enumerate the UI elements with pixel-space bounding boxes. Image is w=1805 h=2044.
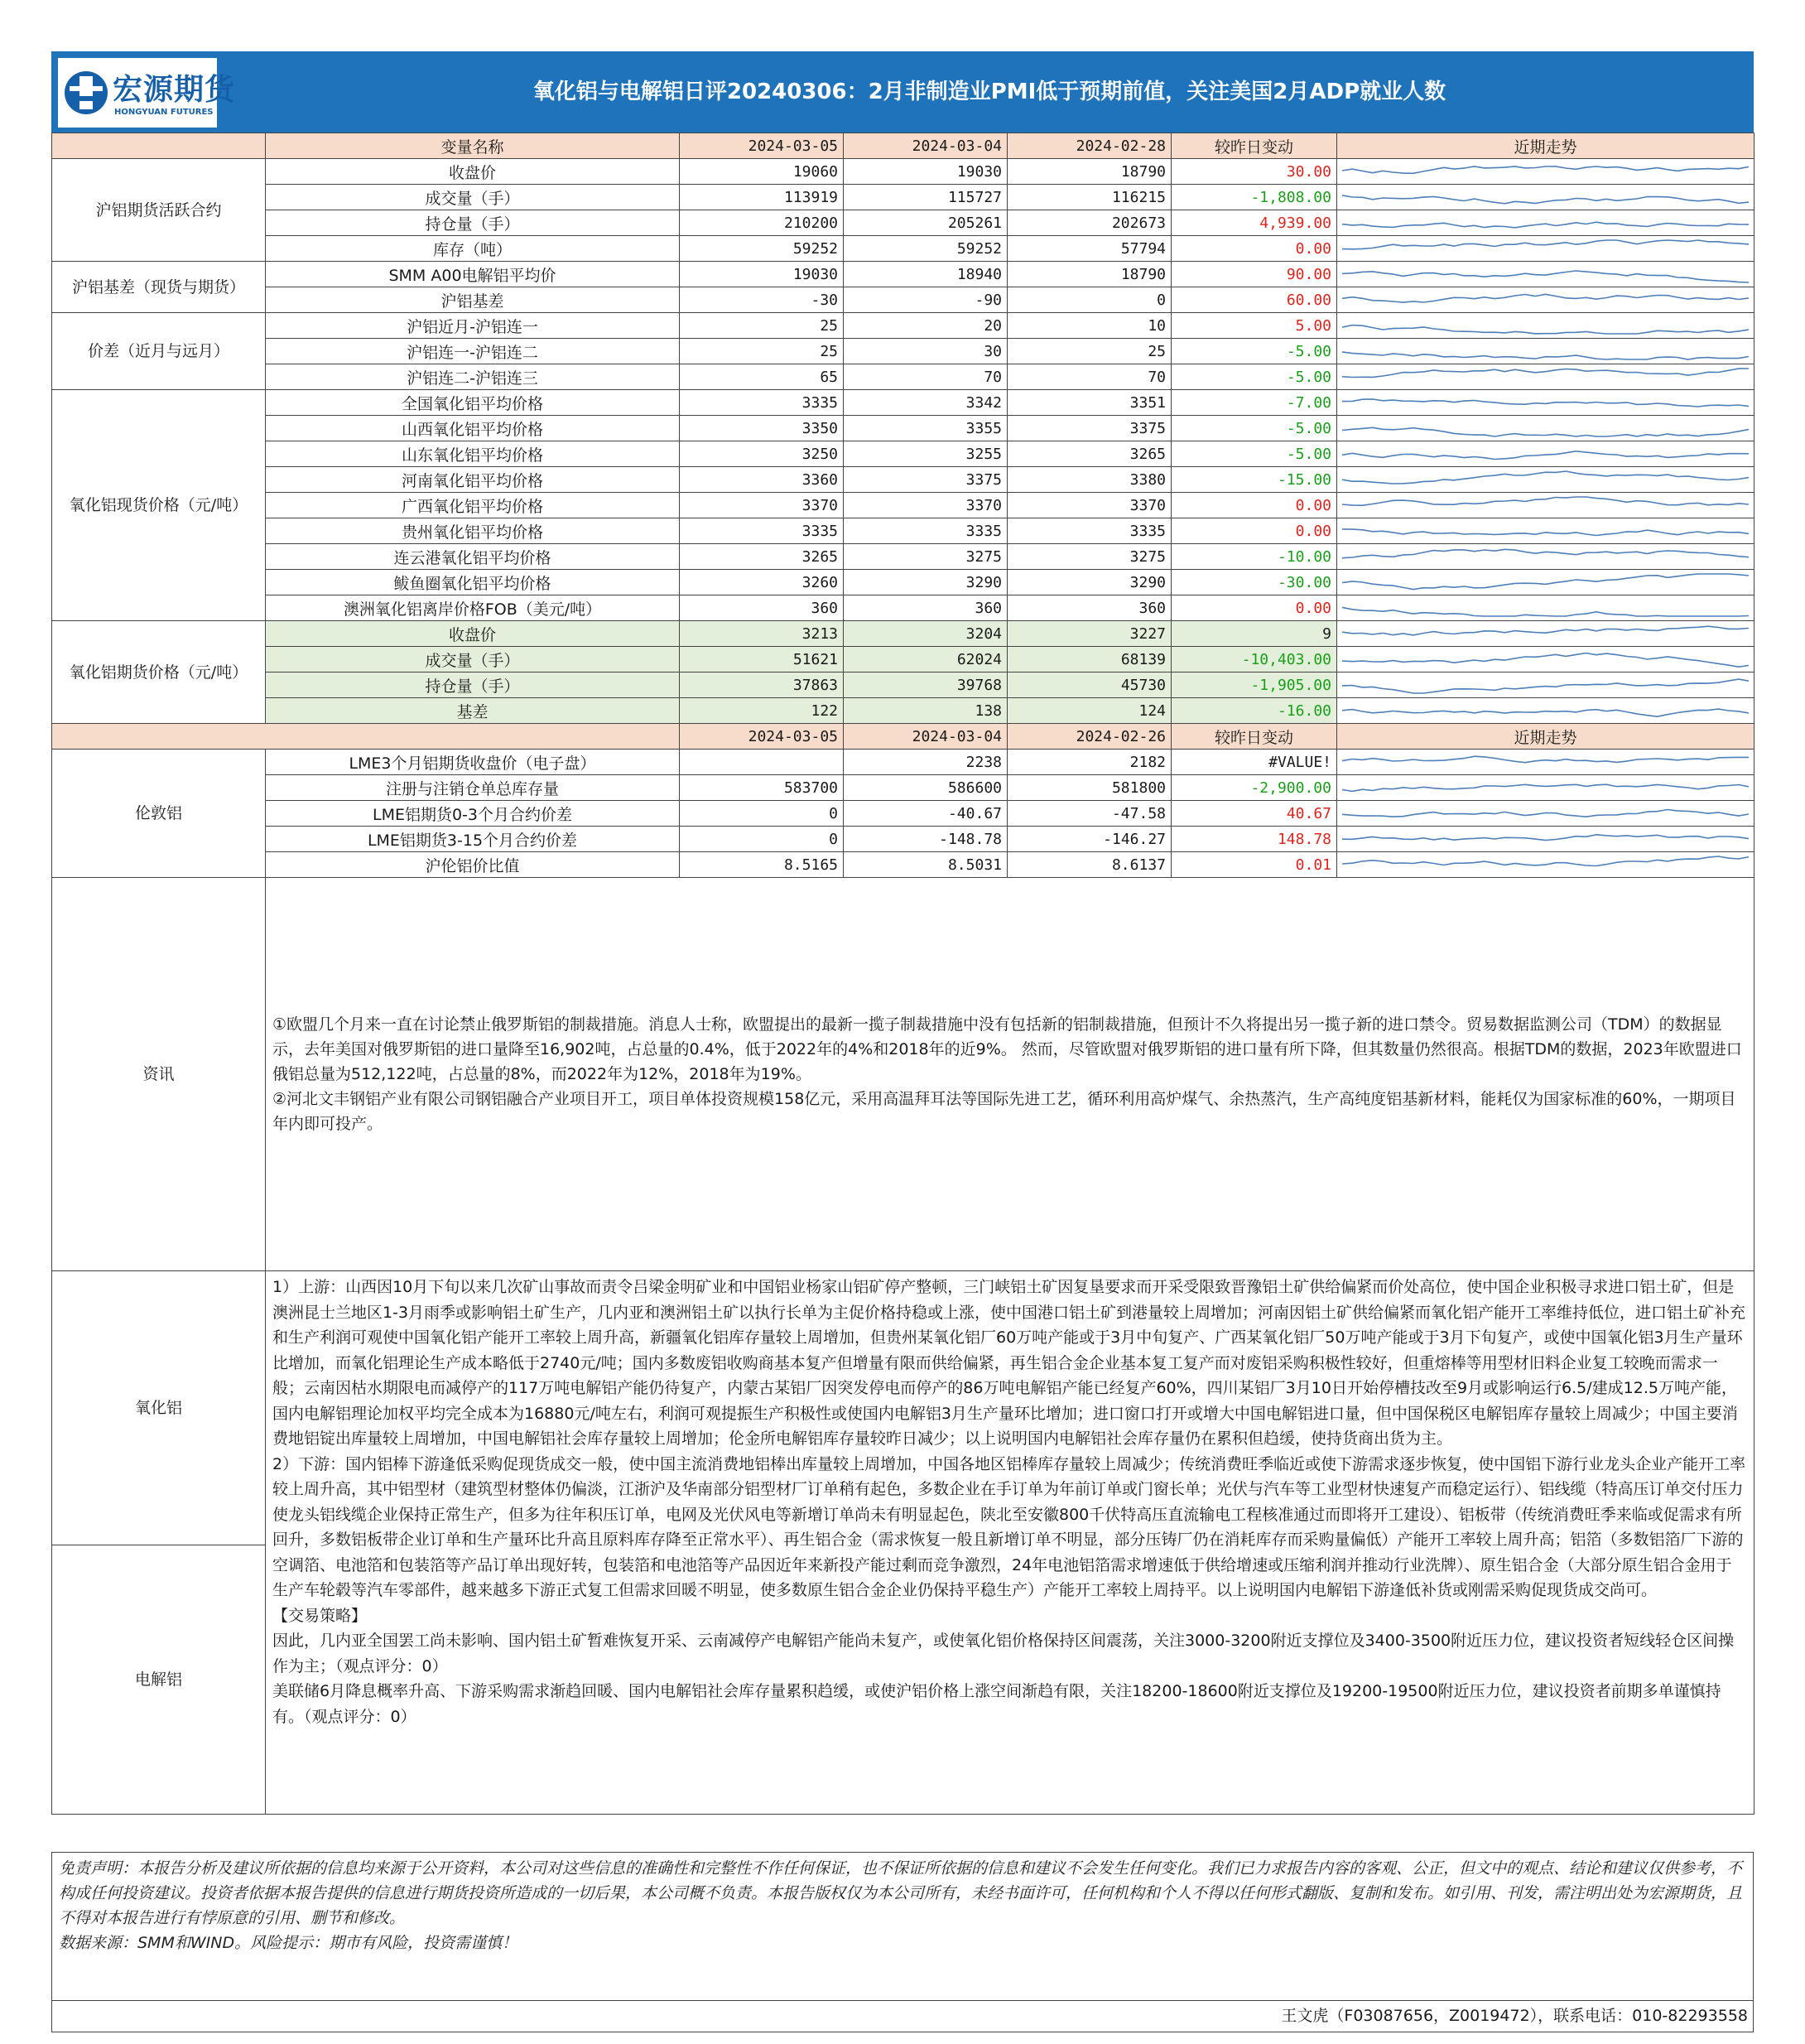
- sparkline-chart: [1342, 315, 1749, 336]
- report-title: 氧化铝与电解铝日评20240306：2月非制造业PMI低于预期前值，关注美国2月ADP就业人数: [532, 80, 1446, 104]
- sparkline-path: [1342, 166, 1749, 173]
- sparkline-chart: [1342, 803, 1749, 824]
- data-row: [52, 518, 1754, 544]
- value-date1: 25: [680, 339, 844, 364]
- variable-name: 收盘价: [266, 621, 680, 647]
- value-date2: 8.5031: [844, 852, 1008, 878]
- value-date2: 3342: [844, 390, 1008, 416]
- value-date1: [680, 750, 844, 775]
- col-header-date1: 2024-03-05: [680, 724, 844, 750]
- variable-name: 库存（吨）: [266, 236, 680, 262]
- variable-name: 基差: [266, 698, 680, 724]
- value-date2: 3204: [844, 621, 1008, 647]
- trend-sparkline: [1337, 210, 1754, 236]
- header-corner: [52, 133, 266, 159]
- value-date2: 59252: [844, 236, 1008, 262]
- variable-name: 持仓量（手）: [266, 672, 680, 698]
- col-header-date1: 2024-03-05: [680, 133, 844, 159]
- trend-sparkline: [1337, 236, 1754, 262]
- value-date2: 205261: [844, 210, 1008, 236]
- variable-name: 成交量（手）: [266, 185, 680, 210]
- sparkline-chart: [1342, 700, 1749, 721]
- data-row: [52, 339, 1754, 364]
- trend-sparkline: [1337, 390, 1754, 416]
- value-date3: 3335: [1008, 518, 1172, 544]
- trend-sparkline: [1337, 647, 1754, 672]
- value-date1: 19030: [680, 262, 844, 287]
- report-sheet: [51, 51, 1754, 2034]
- value-date1: 3213: [680, 621, 844, 647]
- value-date3: 2182: [1008, 750, 1172, 775]
- data-row: [52, 416, 1754, 441]
- data-source-text: 数据来源：SMM和WIND。风险提示：期市有风险，投资需谨慎！: [59, 1934, 518, 1952]
- sparkline-chart: [1342, 854, 1749, 875]
- daily-change: 5.00: [1172, 313, 1337, 339]
- alumina-label: 氧化铝: [52, 1271, 266, 1545]
- trend-sparkline: [1337, 544, 1754, 570]
- value-date2: 30: [844, 339, 1008, 364]
- value-date2: 62024: [844, 647, 1008, 672]
- sparkline-chart: [1342, 186, 1749, 208]
- col-header-date3: 2024-02-26: [1008, 724, 1172, 750]
- value-date3: 202673: [1008, 210, 1172, 236]
- data-row: [52, 493, 1754, 518]
- data-row: [52, 236, 1754, 262]
- data-row: [52, 570, 1754, 595]
- variable-name: 山东氧化铝平均价格: [266, 441, 680, 467]
- value-date3: 10: [1008, 313, 1172, 339]
- value-date3: 0: [1008, 287, 1172, 313]
- value-date2: 115727: [844, 185, 1008, 210]
- daily-change: 0.00: [1172, 595, 1337, 621]
- data-row: [52, 364, 1754, 390]
- daily-change: -5.00: [1172, 441, 1337, 467]
- trend-sparkline: [1337, 441, 1754, 467]
- sparkline-path: [1342, 856, 1749, 866]
- value-date1: 59252: [680, 236, 844, 262]
- variable-name: 持仓量（手）: [266, 210, 680, 236]
- sparkline-path: [1342, 679, 1749, 693]
- daily-change: -16.00: [1172, 698, 1337, 724]
- data-row: [52, 595, 1754, 621]
- section-label: 氧化铝期货价格（元/吨）: [52, 621, 266, 724]
- data-row: [52, 210, 1754, 236]
- trend-sparkline: [1337, 467, 1754, 493]
- section-label: 沪铝期货活跃合约: [52, 159, 266, 262]
- sparkline-chart: [1342, 263, 1749, 285]
- value-date3: 3380: [1008, 467, 1172, 493]
- sparkline-path: [1342, 756, 1749, 763]
- data-row: [52, 544, 1754, 570]
- electrolytic-label: 电解铝: [52, 1545, 266, 1815]
- value-date3: 45730: [1008, 672, 1172, 698]
- value-date1: 3335: [680, 390, 844, 416]
- value-date3: 3275: [1008, 544, 1172, 570]
- daily-change: 40.67: [1172, 801, 1337, 827]
- value-date2: 39768: [844, 672, 1008, 698]
- col-header-change: 较昨日变动: [1172, 133, 1337, 159]
- daily-change: -5.00: [1172, 416, 1337, 441]
- value-date1: 583700: [680, 775, 844, 801]
- value-date2: 18940: [844, 262, 1008, 287]
- value-date1: 113919: [680, 185, 844, 210]
- trend-sparkline: [1337, 493, 1754, 518]
- sparkline-chart: [1342, 366, 1749, 388]
- col-header-change: 较昨日变动: [1172, 724, 1337, 750]
- trend-sparkline: [1337, 570, 1754, 595]
- value-date3: 581800: [1008, 775, 1172, 801]
- analysis-paragraph: 美联储6月降息概率升高、下游采购需求渐趋回暖、国内电解铝社会库存量累积趋缓，或使沪铝价格上涨空间渐趋有限，关注18200-18600附近支撑位及19200-19500附近压力位，建议投资者前期多单谨慎持有。（观点评分：0）: [272, 1682, 1721, 1726]
- trend-sparkline: [1337, 159, 1754, 185]
- sparkline-chart: [1342, 648, 1749, 670]
- logo-text-en: HONGYUAN FUTURES: [114, 108, 214, 117]
- analysis-content: [266, 1271, 1754, 1815]
- sparkline-chart: [1342, 494, 1749, 516]
- value-date2: 3290: [844, 570, 1008, 595]
- value-date1: 19060: [680, 159, 844, 185]
- value-date2: 70: [844, 364, 1008, 390]
- sparkline-path: [1342, 653, 1749, 668]
- value-date3: 124: [1008, 698, 1172, 724]
- daily-change: 0.01: [1172, 852, 1337, 878]
- value-date1: 8.5165: [680, 852, 844, 878]
- sparkline-path: [1342, 195, 1749, 204]
- value-date1: 122: [680, 698, 844, 724]
- value-date3: 3351: [1008, 390, 1172, 416]
- variable-name: 连云港氧化铝平均价格: [266, 544, 680, 570]
- daily-change: 0.00: [1172, 236, 1337, 262]
- sparkline-chart: [1342, 751, 1749, 773]
- value-date2: -90: [844, 287, 1008, 313]
- value-date1: 3370: [680, 493, 844, 518]
- sparkline-chart: [1342, 392, 1749, 413]
- strategy-heading: 【交易策略】: [272, 1606, 368, 1625]
- daily-change: 0.00: [1172, 493, 1337, 518]
- value-date1: 3265: [680, 544, 844, 570]
- value-date2: 19030: [844, 159, 1008, 185]
- value-date1: 210200: [680, 210, 844, 236]
- logo-text-cn: 宏源期货: [113, 73, 236, 107]
- variable-name: 河南氧化铝平均价格: [266, 467, 680, 493]
- value-date1: 25: [680, 313, 844, 339]
- variable-name: 沪铝近月-沪铝连一: [266, 313, 680, 339]
- data-row: [52, 775, 1754, 801]
- sparkline-chart: [1342, 597, 1749, 619]
- daily-change: 148.78: [1172, 827, 1337, 852]
- sparkline-path: [1342, 271, 1749, 282]
- col-header-trend: 近期走势: [1337, 724, 1754, 750]
- value-date1: 51621: [680, 647, 844, 672]
- analysis-paragraph: 因此，几内亚全国罢工尚未影响、国内铝土矿暂难恢复开采、云南减停产电解铝产能尚未复产，或使氧化铝价格保持区间震荡，关注3000-3200附近支撑位及3400-3500附近压力位，建议投资者短线轻仓区间操作为主；（观点评分：0）: [272, 1632, 1735, 1675]
- value-date1: 360: [680, 595, 844, 621]
- value-date3: 3265: [1008, 441, 1172, 467]
- trend-sparkline: [1337, 595, 1754, 621]
- alumina-row: [52, 1271, 1754, 1545]
- disclaimer-text: 免责声明：本报告分析及建议所依据的信息均来源于公开资料，本公司对这些信息的准确性和完整性不作任何保证，也不保证所依据的信息和建议不会发生任何变化。我们已力求报告内容的客观、公正，但文中的观点、结论和建议仅供参考，不构成任何投资建议。投资者依据本报告提供的信息进行期货投资所造成的一切后果，本公司概不负责。本报告版权仅为本公司所有，未经书面许可，任何机构和个人不得以任何形式翻版、复制和发布。如引用、刊发，需注明出处为宏源期货，且不得对本报告进行有悖原意的引用、删节和修改。: [59, 1859, 1743, 1927]
- sparkline-path: [1342, 369, 1749, 378]
- value-date1: 3260: [680, 570, 844, 595]
- sparkline-chart: [1342, 571, 1749, 593]
- value-date1: 3335: [680, 518, 844, 544]
- trend-sparkline: [1337, 827, 1754, 852]
- variable-name: 注册与注销仓单总库存量: [266, 775, 680, 801]
- sparkline-path: [1342, 352, 1749, 359]
- hongyuan-logo-icon: [63, 65, 109, 121]
- trend-sparkline: [1337, 185, 1754, 210]
- column-header-row: [52, 724, 1754, 750]
- analysis-paragraph: 1）上游：山西因10月下旬以来几次矿山事故而责令吕梁金明矿业和中国铝业杨家山铝矿停产整顿，三门峡铝土矿因复垦要求而开采受限致晋豫铝土矿供给偏紧而价处高位，使中国企业积极寻求进口铝土矿，但是澳洲昆士兰地区1-3月雨季或影响铝土矿生产，几内亚和澳洲铝土矿以执行长单为主促价格持稳或上涨，使中国港口铝土矿到港量较上周增加；河南因铝土矿供给偏紧而氧化铝产能开工率维持低位，进口铝土矿补充和生产利润可观使中国氧化铝产能开工率较上周升高，新疆氧化铝库存量较上周增加，但贵州某氧化铝厂60万吨产能或于3月中旬复产、广西某氧化铝厂50万吨产能或于3月下旬复产，或使中国氧化铝3月生产量环比增加，而氧化铝理论生产成本略低于2740元/吨；国内多数废铝收购商基本复产但增量有限而供给偏紧，再生铝合金企业基本复工复产而对废铝采购积极性较好，但重熔棒等用型材旧料企业复工较晚而需求一般；云南因枯水期限电而减停产的117万吨电解铝产能仍待复产，内蒙古某铝厂因突发停电而停产的86万吨电解铝产能已经复产60%，四川某铝厂3月10日开始停槽技改至9月或影响运行6.5/建成12.5万吨产能，国内电解铝理论加权平均完全成本为16880元/吨左右，利润可观提振生产积极性或使国内电解铝3月生产量环比增加；进口窗口打开或增大中国电解铝进口量，但中国保税区电解铝库存量较上周减少；中国主要消费地铝锭出库量较上周增加，中国电解铝社会库存量较上周增加；伦金所电解铝库存量较昨日减少；以上说明国内电解铝社会库存量仍在累积但趋缓，使持货商出货为主。: [272, 1278, 1746, 1448]
- sparkline-path: [1342, 574, 1749, 590]
- sparkline-path: [1342, 497, 1749, 505]
- daily-change: -1,808.00: [1172, 185, 1337, 210]
- sparkline-chart: [1342, 417, 1749, 439]
- sparkline-chart: [1342, 546, 1749, 567]
- variable-name: 收盘价: [266, 159, 680, 185]
- section-label: 沪铝基差（现货与期货）: [52, 262, 266, 313]
- data-row: [52, 801, 1754, 827]
- data-row: [52, 313, 1754, 339]
- trend-sparkline: [1337, 672, 1754, 698]
- daily-change: -10.00: [1172, 544, 1337, 570]
- value-date3: 8.6137: [1008, 852, 1172, 878]
- sparkline-path: [1342, 471, 1749, 484]
- trend-sparkline: [1337, 287, 1754, 313]
- value-date2: 3275: [844, 544, 1008, 570]
- col-header-date2: 2024-03-04: [844, 133, 1008, 159]
- data-row: [52, 750, 1754, 775]
- daily-change: -10,403.00: [1172, 647, 1337, 672]
- value-date2: 3375: [844, 467, 1008, 493]
- col-header-date3: 2024-02-28: [1008, 133, 1172, 159]
- sparkline-chart: [1342, 161, 1749, 182]
- data-row: [52, 390, 1754, 416]
- sparkline-path: [1342, 529, 1749, 536]
- sparkline-path: [1342, 549, 1749, 557]
- sparkline-path: [1342, 784, 1749, 791]
- trend-sparkline: [1337, 416, 1754, 441]
- daily-change: -5.00: [1172, 339, 1337, 364]
- sparkline-chart: [1342, 443, 1749, 465]
- sparkline-chart: [1342, 777, 1749, 798]
- value-date2: 3255: [844, 441, 1008, 467]
- trend-sparkline: [1337, 364, 1754, 390]
- value-date3: 25: [1008, 339, 1172, 364]
- col-header-trend: 近期走势: [1337, 133, 1754, 159]
- value-date3: 3290: [1008, 570, 1172, 595]
- news-item: ①欧盟几个月来一直在讨论禁止俄罗斯铝的制裁措施。消息人士称，欧盟提出的最新一揽子制裁措施中没有包括新的铝制裁措施，但预计不久将提出另一揽子新的进口禁令。贸易数据监测公司（TDM）的数据显示，去年美国对俄罗斯铝的进口量降至16,902吨，占总量的0.4%，低于2022年的4%和2018年的近9%。 然而，尽管欧盟对俄罗斯铝的进口量有所下降，但其数量仍然很高。根据TDM的数据，2023年欧盟进口俄铝总量为512,122吨，占总量的8%，而2022年为12%，2018年为19%。: [272, 1015, 1742, 1083]
- variable-name: LME铝期货0-3个月合约价差: [266, 801, 680, 827]
- trend-sparkline: [1337, 339, 1754, 364]
- variable-name: 鲅鱼圈氧化铝平均价格: [266, 570, 680, 595]
- company-logo: [58, 58, 236, 128]
- variable-name: 成交量（手）: [266, 647, 680, 672]
- sparkline-chart: [1342, 340, 1749, 362]
- value-date2: 360: [844, 595, 1008, 621]
- sparkline-chart: [1342, 674, 1749, 696]
- trend-sparkline: [1337, 801, 1754, 827]
- data-table: [51, 133, 1754, 1815]
- sparkline-path: [1342, 427, 1749, 436]
- trend-sparkline: [1337, 775, 1754, 801]
- analyst-contact: 王文虎（F03087656，Z0019472），联系电话：010-82293558: [51, 2001, 1754, 2032]
- sparkline-chart: [1342, 828, 1749, 850]
- value-date3: -47.58: [1008, 801, 1172, 827]
- header-corner: [52, 724, 680, 750]
- variable-name: 山西氧化铝平均价格: [266, 416, 680, 441]
- sparkline-path: [1342, 835, 1749, 841]
- daily-change: -15.00: [1172, 467, 1337, 493]
- data-row: [52, 621, 1754, 647]
- sparkline-path: [1342, 240, 1749, 249]
- variable-name: SMM A00电解铝平均价: [266, 262, 680, 287]
- daily-change: 4,939.00: [1172, 210, 1337, 236]
- data-row: [52, 287, 1754, 313]
- value-date2: 3335: [844, 518, 1008, 544]
- variable-name: 广西氧化铝平均价格: [266, 493, 680, 518]
- variable-name: 沪铝连二-沪铝连三: [266, 364, 680, 390]
- sparkline-path: [1342, 451, 1749, 460]
- sparkline-chart: [1342, 238, 1749, 259]
- value-date3: 360: [1008, 595, 1172, 621]
- trend-sparkline: [1337, 852, 1754, 878]
- sparkline-path: [1342, 325, 1749, 334]
- daily-change: -5.00: [1172, 364, 1337, 390]
- sparkline-path: [1342, 626, 1749, 635]
- daily-change: -30.00: [1172, 570, 1337, 595]
- trend-sparkline: [1337, 262, 1754, 287]
- report-header: [51, 51, 1754, 133]
- daily-change: -7.00: [1172, 390, 1337, 416]
- sparkline-path: [1342, 810, 1749, 817]
- disclaimer-box: [51, 1852, 1754, 2001]
- data-row: [52, 852, 1754, 878]
- value-date2: 586600: [844, 775, 1008, 801]
- sparkline-path: [1342, 399, 1749, 407]
- sparkline-chart: [1342, 520, 1749, 542]
- sparkline-path: [1342, 222, 1749, 228]
- value-date2: 3370: [844, 493, 1008, 518]
- sparkline-chart: [1342, 289, 1749, 311]
- analysis-paragraph: 2）下游：国内铝棒下游逢低采购促现货成交一般，使中国主流消费地铝棒出库量较上周增加，中国各地区铝棒库存量较上周减少；传统消费旺季临近或使下游需求逐步恢复，使中国铝下游行业龙头企业产能开工率较上周升高，其中铝型材（建筑型材整体仍偏淡，江浙沪及华南部分铝型材厂订单稍有起色，多数企业在手订单为年前订单或门窗长单；光伏与汽车等工业型材快速复产而稳定运行）、铝线缆（特高压订单交付压力使龙头铝线缆企业保持正常生产，但多为往年积压订单，电网及光伏风电等新增订单尚未有明显起色，陕北至安徽800千伏特高压直流输电工程核准通过而即将开工建设）、铝板带（传统消费旺季来临或促需求有所回升，多数铝板带企业订单和生产量环比升高且原料库存降至正常水平）、再生铝合金（需求恢复一般且新增订单不明显，部分压铸厂仍在消耗库存而采购量偏低）产能开工率较上周升高；铝箔（多数铝箔厂下游的空调箔、电池箔和包装箔等产品订单出现好转，包装箔和电池箔等产品因近年来新投产能过剩而竞争激烈，24年电池铝箔需求增速低于供给增速或压缩利润并推动行业洗牌）、原生铝合金（大部分原生铝合金用于生产车轮毂等汽车零部件，越来越多下游正式复工但需求回暖不明显，使多数原生铝合金企业仍保持平稳生产）产能开工率较上周持平。以上说明国内电解铝下游逢低补货或刚需采购促现货成交尚可。: [272, 1454, 1746, 1599]
- col-header-date2: 2024-03-04: [844, 724, 1008, 750]
- daily-change: 9: [1172, 621, 1337, 647]
- value-date2: 2238: [844, 750, 1008, 775]
- data-row: [52, 185, 1754, 210]
- variable-name: 沪铝基差: [266, 287, 680, 313]
- daily-change: 0.00: [1172, 518, 1337, 544]
- variable-name: 沪铝连一-沪铝连二: [266, 339, 680, 364]
- value-date1: 0: [680, 801, 844, 827]
- data-row: [52, 262, 1754, 287]
- data-row: [52, 672, 1754, 698]
- section-label: 氧化铝现货价格（元/吨）: [52, 390, 266, 621]
- section-label: 伦敦铝: [52, 750, 266, 878]
- trend-sparkline: [1337, 698, 1754, 724]
- value-date3: 3227: [1008, 621, 1172, 647]
- value-date3: 18790: [1008, 159, 1172, 185]
- section-label: 价差（近月与远月）: [52, 313, 266, 390]
- value-date2: -148.78: [844, 827, 1008, 852]
- value-date1: 0: [680, 827, 844, 852]
- variable-name: LME铝期货3-15个月合约价差: [266, 827, 680, 852]
- value-date3: -146.27: [1008, 827, 1172, 852]
- data-row: [52, 647, 1754, 672]
- data-row: [52, 159, 1754, 185]
- value-date2: 3355: [844, 416, 1008, 441]
- news-row: [52, 878, 1754, 1271]
- value-date1: 3250: [680, 441, 844, 467]
- data-row: [52, 441, 1754, 467]
- value-date2: 138: [844, 698, 1008, 724]
- trend-sparkline: [1337, 750, 1754, 775]
- trend-sparkline: [1337, 518, 1754, 544]
- variable-name: 全国氧化铝平均价格: [266, 390, 680, 416]
- sparkline-path: [1342, 294, 1749, 302]
- sparkline-chart: [1342, 212, 1749, 234]
- col-header-var: 变量名称: [266, 133, 680, 159]
- data-row: [52, 698, 1754, 724]
- daily-change: #VALUE!: [1172, 750, 1337, 775]
- variable-name: 贵州氧化铝平均价格: [266, 518, 680, 544]
- daily-change: 60.00: [1172, 287, 1337, 313]
- sparkline-chart: [1342, 623, 1749, 644]
- news-content: [266, 878, 1754, 1271]
- sparkline-chart: [1342, 469, 1749, 490]
- value-date1: 65: [680, 364, 844, 390]
- value-date3: 3375: [1008, 416, 1172, 441]
- trend-sparkline: [1337, 621, 1754, 647]
- value-date1: -30: [680, 287, 844, 313]
- data-row: [52, 467, 1754, 493]
- daily-change: -2,900.00: [1172, 775, 1337, 801]
- variable-name: LME3个月铝期货收盘价（电子盘）: [266, 750, 680, 775]
- value-date3: 57794: [1008, 236, 1172, 262]
- daily-change: 30.00: [1172, 159, 1337, 185]
- value-date1: 3360: [680, 467, 844, 493]
- sparkline-path: [1342, 709, 1749, 716]
- variable-name: 沪伦铝价比值: [266, 852, 680, 878]
- daily-change: 90.00: [1172, 262, 1337, 287]
- value-date3: 116215: [1008, 185, 1172, 210]
- value-date3: 18790: [1008, 262, 1172, 287]
- column-header-row: [52, 133, 1754, 159]
- trend-sparkline: [1337, 313, 1754, 339]
- data-row: [52, 827, 1754, 852]
- value-date3: 3370: [1008, 493, 1172, 518]
- news-label: 资讯: [52, 878, 266, 1271]
- variable-name: 澳洲氧化铝离岸价格FOB（美元/吨）: [266, 595, 680, 621]
- value-date2: -40.67: [844, 801, 1008, 827]
- value-date1: 37863: [680, 672, 844, 698]
- value-date1: 3350: [680, 416, 844, 441]
- value-date3: 68139: [1008, 647, 1172, 672]
- value-date3: 70: [1008, 364, 1172, 390]
- daily-change: -1,905.00: [1172, 672, 1337, 698]
- value-date2: 20: [844, 313, 1008, 339]
- news-item: ②河北文丰钢铝产业有限公司钢铝融合产业项目开工，项目单体投资规模158亿元，采用高温拜耳法等国际先进工艺，循环利用高炉煤气、余热蒸汽，生产高纯度铝基新材料，能耗仅为国家标准的60%，一期项目年内即可投产。: [272, 1090, 1736, 1133]
- sparkline-path: [1342, 607, 1749, 616]
